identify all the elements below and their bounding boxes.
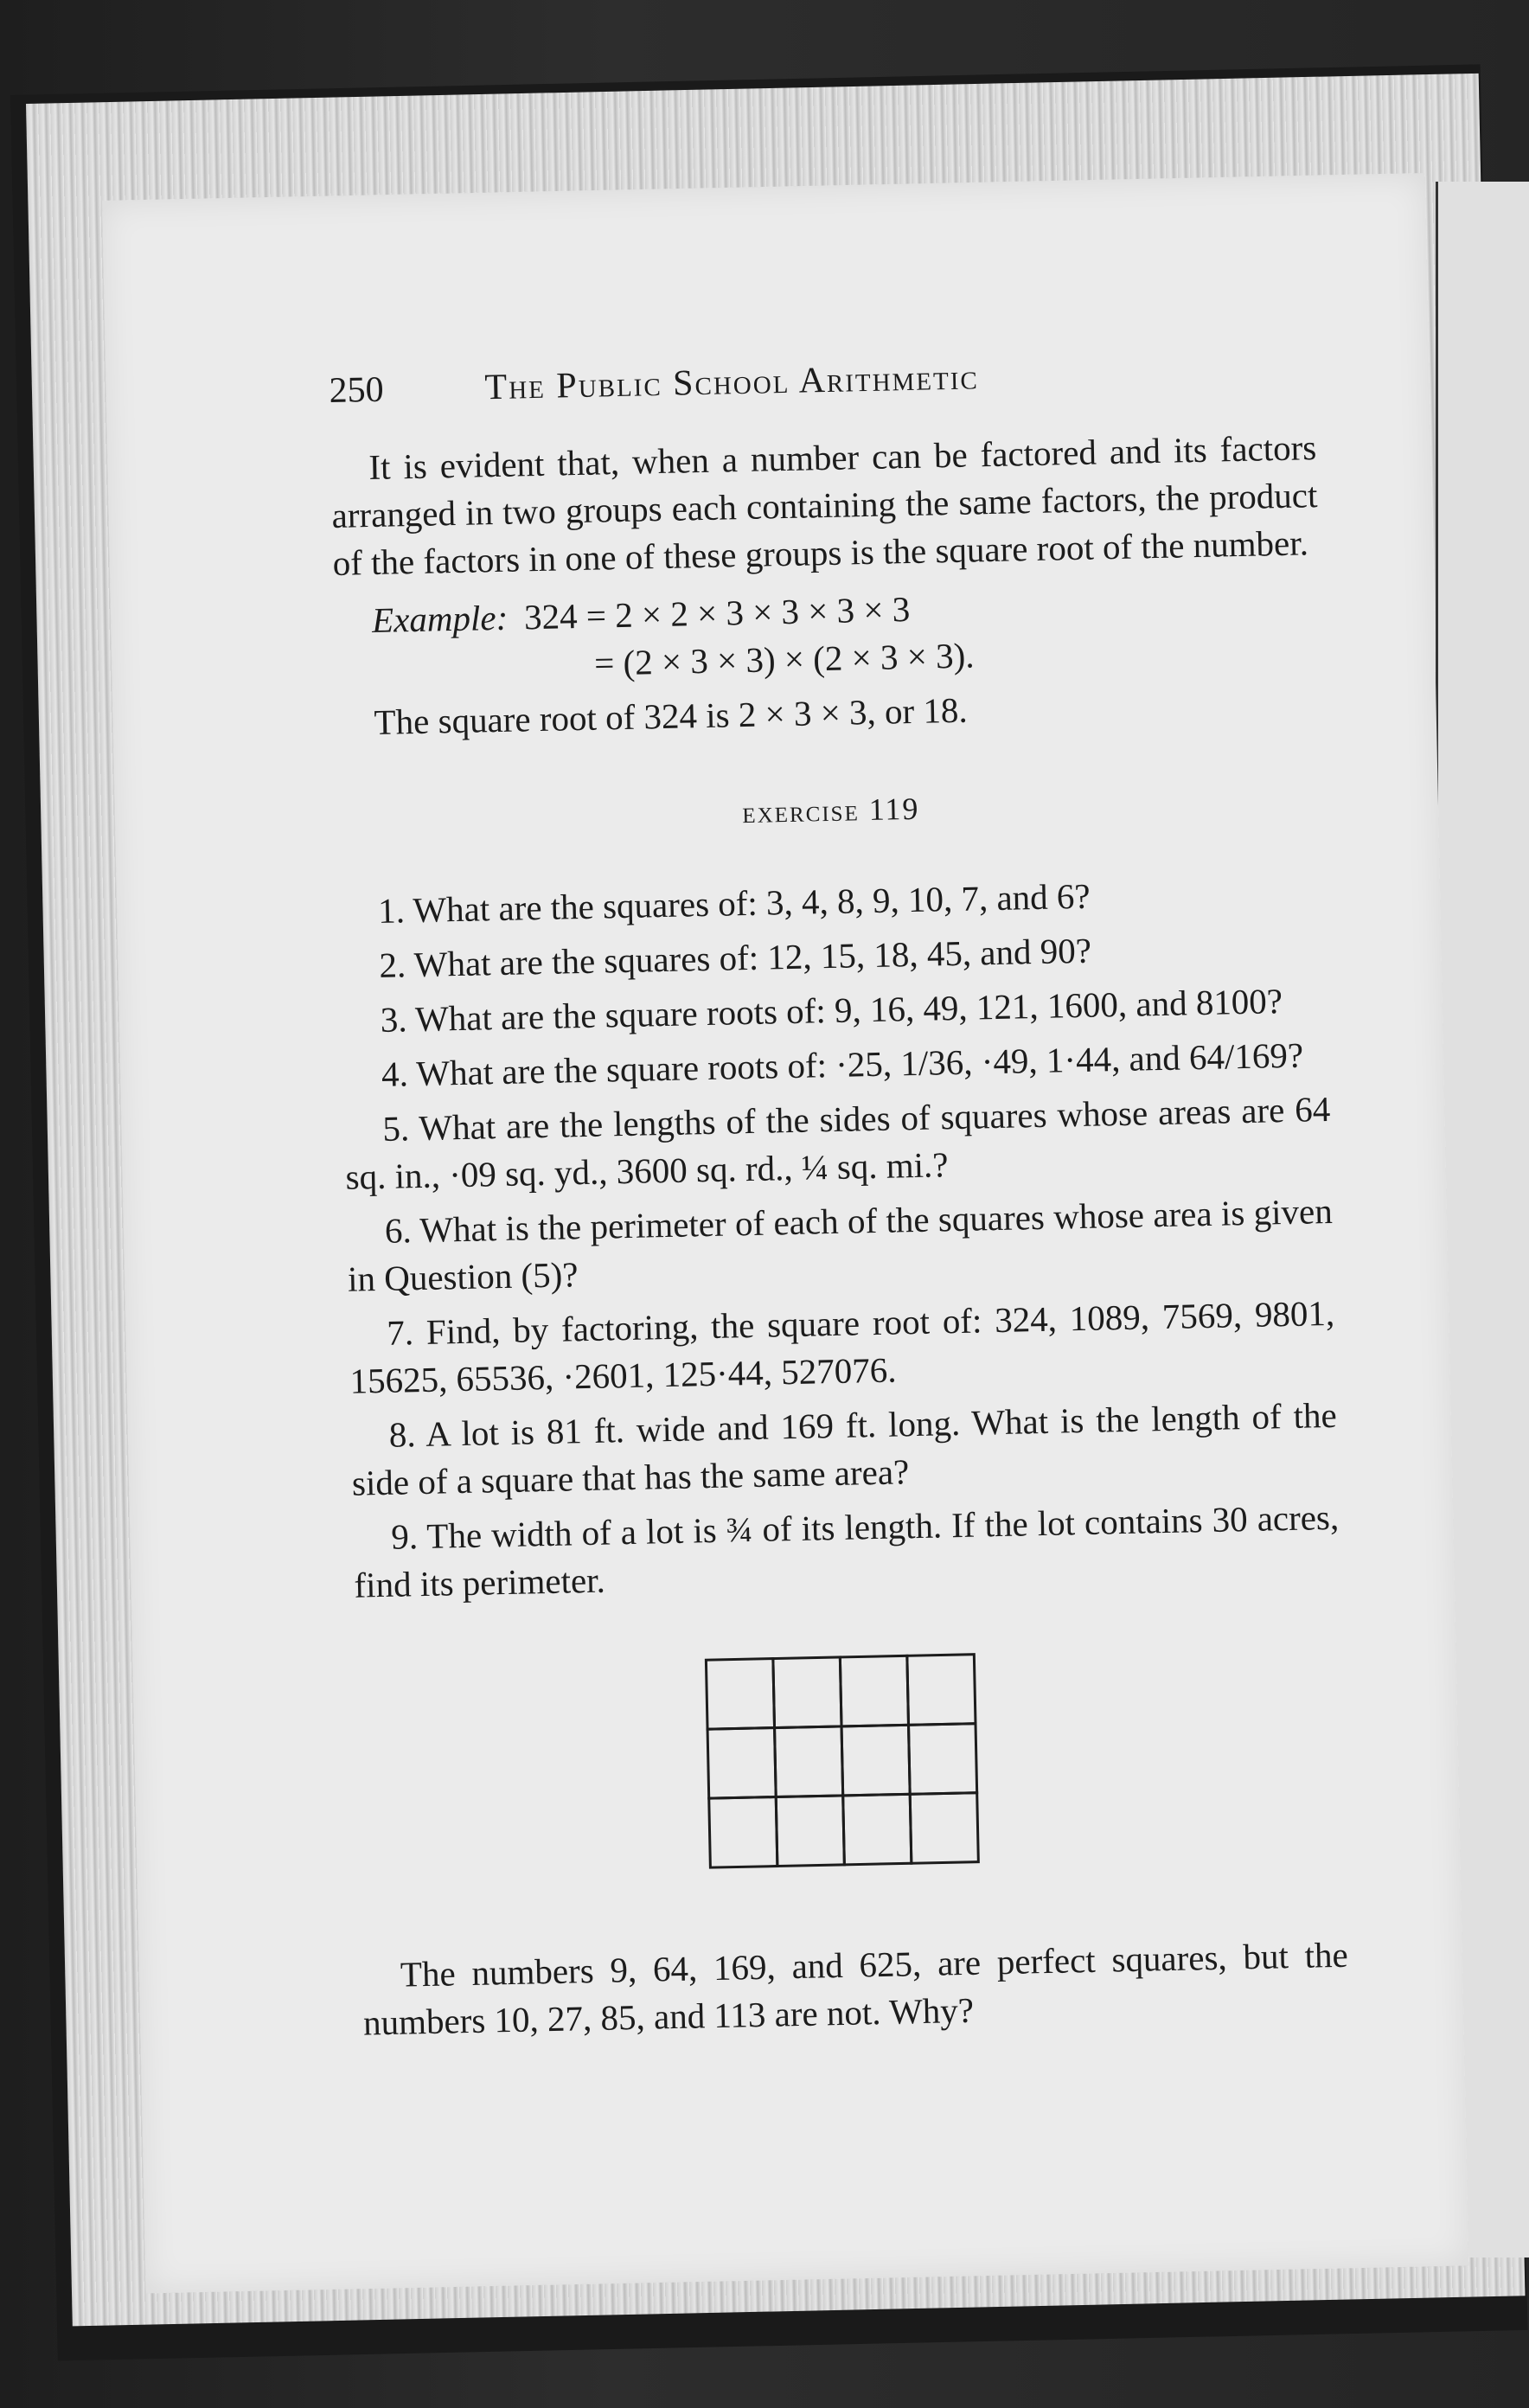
example-label: Example: bbox=[371, 597, 509, 641]
question: 8. A lot is 81 ft. wide and 169 ft. long. What is the length of the side of a square that has the same area? bbox=[351, 1394, 1338, 1503]
question-list bbox=[340, 868, 1340, 1610]
question: 3. What are the square roots of: 9, 16, 49, 121, 1600, and 8100? bbox=[380, 981, 1283, 1040]
grid-cell bbox=[776, 1796, 844, 1867]
question: 1. What are the squares of: 3, 4, 8, 9, 10, 7, and 6? bbox=[377, 875, 1091, 931]
question: 7. Find, by factoring, the square root of: 324, 1089, 7569, 9801, 15625, 65536, ·2601, 125·44, 527076. bbox=[349, 1292, 1335, 1401]
running-head: The Public School Arithmetic bbox=[484, 357, 980, 408]
grid-figure bbox=[701, 1643, 1346, 1884]
grid-cell bbox=[910, 1793, 978, 1864]
grid-cell bbox=[707, 1728, 776, 1799]
example-conclusion: The square root of 324 is 2 × 3 × 3, or 18. bbox=[374, 689, 969, 742]
grid-cell bbox=[706, 1659, 774, 1730]
grid-cell bbox=[840, 1656, 908, 1726]
question: 9. The width of a lot is ¾ of its length. If the lot contains 30 acres, find its perimeter. bbox=[354, 1496, 1340, 1605]
grid-cell bbox=[843, 1794, 912, 1865]
grid-cell bbox=[907, 1655, 976, 1726]
grid-cell bbox=[841, 1725, 910, 1796]
question: 5. What are the lengths of the sides of squares whose areas are 64 sq. in., ·09 sq. yd., 3600 sq. rd., ¼ sq. mi.? bbox=[345, 1088, 1331, 1197]
intro-paragraph: It is evident that, when a number can be factored and its factors arranged in two groups each containing the same factors, the product of the factors in one of these groups is the square root of the number. bbox=[331, 427, 1318, 583]
example-equation-1: 324 = 2 × 2 × 3 × 3 × 3 × 3 bbox=[523, 588, 911, 637]
exercise-title: exercise 119 bbox=[741, 791, 920, 830]
grid-cell bbox=[773, 1657, 841, 1728]
page-number: 250 bbox=[329, 369, 385, 411]
square-grid-diagram bbox=[701, 1650, 982, 1873]
page-content bbox=[329, 347, 1350, 2082]
grid-cell bbox=[775, 1726, 843, 1797]
question: 4. What are the square roots of: ·25, 1/36, ·49, 1·44, and 64/169? bbox=[381, 1034, 1304, 1094]
question: 6. What is the perimeter of each of the squares whose area is given in Question (5)? bbox=[347, 1190, 1334, 1299]
grid-cell bbox=[909, 1724, 977, 1795]
closing-paragraph: The numbers 9, 64, 169, and 625, are perfect squares, but the numbers 10, 27, 85, and 113 are not. Why? bbox=[362, 1934, 1349, 2043]
question: 2. What are the squares of: 12, 15, 18, 45, and 90? bbox=[379, 930, 1092, 985]
example-equation-2: = (2 × 3 × 3) × (2 × 3 × 3). bbox=[593, 635, 975, 683]
grid-cell bbox=[709, 1797, 777, 1868]
